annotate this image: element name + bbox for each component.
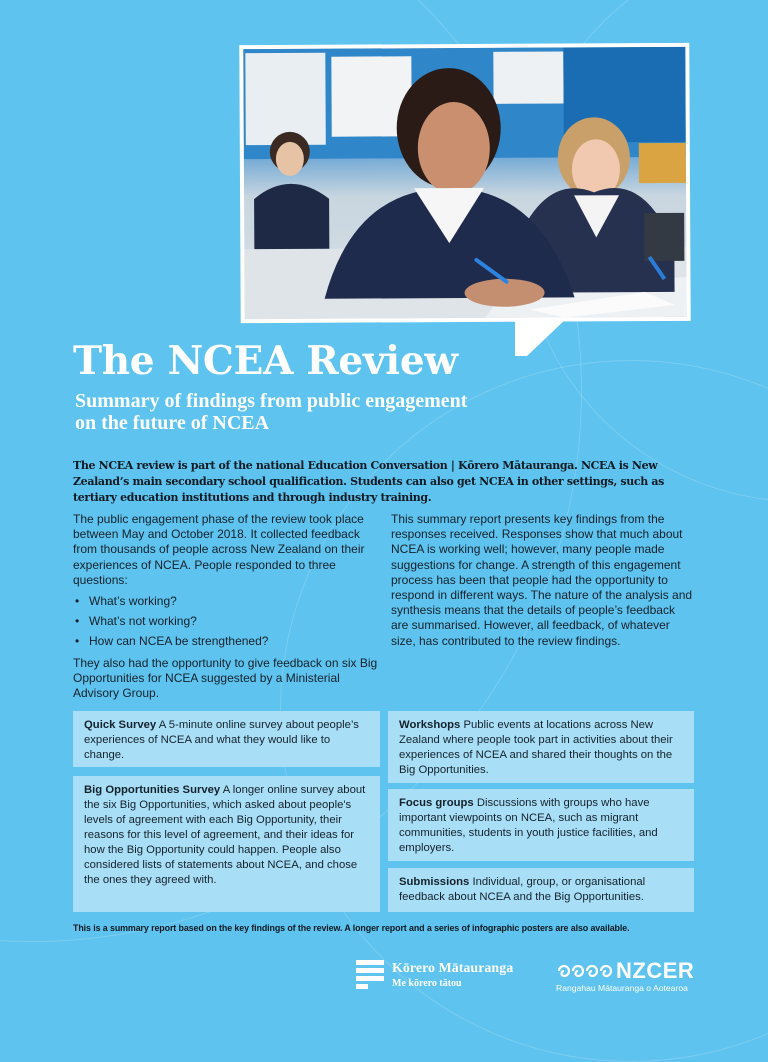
- body-paragraph: They also had the opportunity to give feedback on six Big Opportunities for NCEA suggested by a Ministerial Advisory Group.: [73, 655, 378, 701]
- list-item-text: What’s working?: [89, 594, 177, 609]
- box-text: Public events at locations across New Zealand where people took part in activities about their experiences of NCEA and shared their thoughts on the Big Opportunities.: [399, 719, 673, 776]
- logo-tagline: Me kōrero tātou: [392, 978, 462, 989]
- list-item: [73, 594, 383, 609]
- body-paragraph: This summary report presents key findings from the responses received. Responses show that much about NCEA is working well; however, many people made suggestions for change. A strength of this engagement process has been that people had the opportunity to respond in different ways. The nature of the analysis and synthesis means that the details of people’s feedback are summarised. However, all feedback, of whatever size, has contributed to the review findings.: [391, 512, 693, 648]
- box-title: Big Opportunities Survey: [84, 784, 221, 796]
- info-box-focus-groups: [388, 789, 694, 861]
- box-title: Quick Survey: [84, 719, 157, 731]
- box-title: Submissions: [399, 876, 470, 888]
- info-box-quick-survey: [73, 711, 380, 767]
- box-text: A longer online survey about the six Big Opportunities, which asked about people's levels of agreement with each Big Opportunity, their reasons for this level of agreement, and their ideas for how the Big Opportunity could happen. People also considered lists of statements about NCEA, and chose the ones they agreed with.: [84, 784, 366, 886]
- intro-paragraph: The NCEA review is part of the national Education Conversation | Kōrero Mātauranga. NCEA is New Zealand’s main secondary school qualification. Students can also get NCEA in other settings, such as tertiary education institutions and through industry training.: [73, 459, 665, 504]
- right-column: [391, 512, 695, 655]
- nzcer-logo: [556, 958, 706, 998]
- box-text: A 5-minute online survey about people’s experiences of NCEA and what they would like to change.: [84, 719, 359, 761]
- logo-name: NZCER: [616, 958, 695, 983]
- questions-list: [73, 594, 383, 650]
- info-box-submissions: [388, 868, 694, 912]
- info-box-workshops: [388, 711, 694, 783]
- page-title: The NCEA Review: [73, 338, 458, 384]
- left-column: [73, 512, 383, 707]
- speech-bubble-logo-icon: [356, 960, 384, 993]
- logo-tagline: Rangahau Mātauranga o Aotearoa: [556, 983, 688, 993]
- cover-photo-frame: [239, 43, 690, 323]
- bullet-icon: •: [75, 634, 80, 649]
- info-box-big-opportunities-survey: [73, 776, 380, 912]
- bullet-icon: •: [75, 594, 80, 609]
- students-writing-image: [243, 47, 686, 319]
- page-subtitle: [75, 390, 595, 434]
- subtitle-line: Summary of findings from public engagement: [75, 390, 468, 412]
- list-item: [73, 634, 383, 649]
- list-item: [73, 614, 383, 629]
- list-item-text: What’s not working?: [89, 614, 197, 629]
- box-text: Individual, group, or organisational feedback about NCEA and the Big Opportunities.: [399, 876, 646, 903]
- subtitle-line: on the future of NCEA: [75, 412, 270, 434]
- body-paragraph: The public engagement phase of the review took place between May and October 2018. It collected feedback from thousands of people across New Zealand on their experiences of NCEA. People responded to three questions:: [73, 512, 365, 587]
- footnote: This is a summary report based on the key findings of the review. A longer report and a series of infographic posters are also available.: [73, 923, 630, 933]
- box-text: Discussions with groups who have important viewpoints on NCEA, such as migrant communities, students in youth justice facilities, and employers.: [399, 797, 658, 854]
- bullet-icon: •: [75, 614, 80, 629]
- box-title: Workshops: [399, 719, 461, 731]
- korero-matauranga-logo: [356, 958, 546, 998]
- cover-photo: [243, 47, 686, 319]
- logo-name: Kōrero Mātauranga: [392, 961, 514, 976]
- nzcer-swirl-icon: [556, 960, 614, 982]
- list-item-text: How can NCEA be strengthened?: [89, 634, 269, 649]
- box-title: Focus groups: [399, 797, 474, 809]
